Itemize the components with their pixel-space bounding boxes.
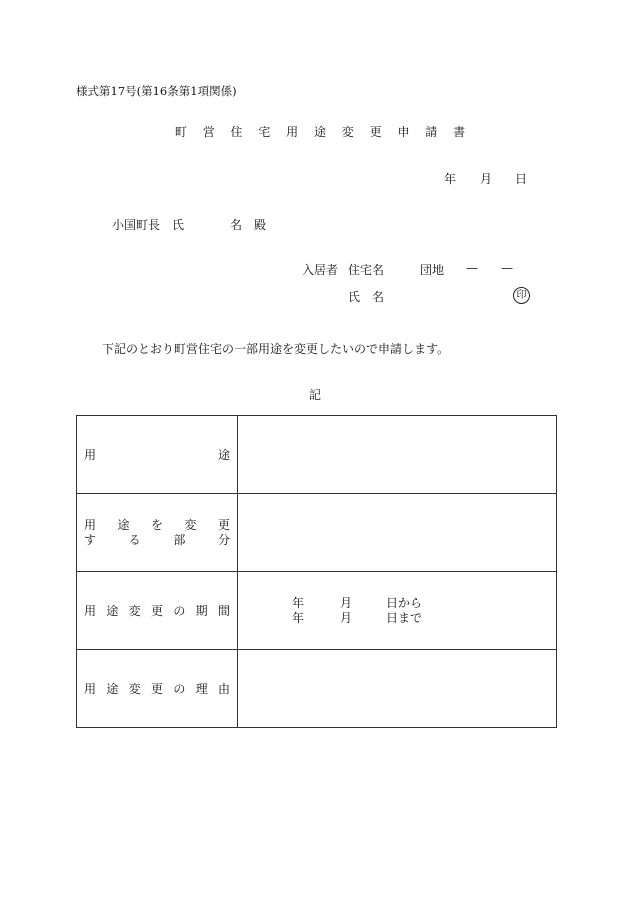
purpose-value-cell[interactable] bbox=[238, 416, 557, 494]
document-title: 町 営 住 宅 用 途 変 更 申 請 書 bbox=[174, 125, 472, 139]
request-statement: 下記のとおり町営住宅の一部用途を変更したいので申請します。 bbox=[102, 342, 450, 356]
label-char: 期 bbox=[195, 604, 208, 618]
form-id: 様式第17号(第16条第1項関係) bbox=[76, 84, 237, 98]
label-char: の bbox=[173, 682, 186, 696]
label-char: 由 bbox=[217, 682, 230, 696]
ki-heading: 記 bbox=[308, 388, 321, 402]
label-char: 理 bbox=[195, 682, 208, 696]
seal-mark: 印 bbox=[513, 287, 530, 304]
period-to-year: 年 bbox=[292, 610, 305, 625]
changed-part-value-cell[interactable] bbox=[238, 494, 557, 572]
label-char: 用 bbox=[84, 682, 97, 696]
period-from-month: 月 bbox=[340, 595, 353, 610]
period-from-day: 日から bbox=[386, 595, 423, 610]
period-value-cell[interactable] bbox=[238, 572, 557, 650]
label-char: 更 bbox=[150, 604, 163, 618]
table-row-changed-part bbox=[77, 494, 557, 572]
date-month: 月 bbox=[480, 172, 493, 186]
applicant-name-label: 氏 名 bbox=[348, 290, 385, 304]
period-to-day: 日まで bbox=[386, 610, 423, 625]
label-char: 用 bbox=[84, 517, 97, 532]
label-char: 分 bbox=[217, 532, 230, 547]
label-char: 更 bbox=[217, 517, 230, 532]
label-char: 用 bbox=[84, 448, 97, 462]
table-row-reason bbox=[77, 650, 557, 728]
applicant-danchi: 団地 bbox=[420, 263, 445, 277]
applicant-dash-2: — bbox=[501, 261, 513, 275]
label-char: す bbox=[84, 532, 97, 547]
applicant-role: 入居者 bbox=[302, 263, 339, 277]
reason-label bbox=[77, 650, 238, 728]
addressee-name-suffix: 名 bbox=[230, 218, 243, 232]
date-day: 日 bbox=[515, 172, 528, 186]
changed-part-label bbox=[77, 494, 238, 572]
period-label bbox=[77, 572, 238, 650]
label-char: 用 bbox=[84, 604, 97, 618]
period-from-year: 年 bbox=[292, 595, 305, 610]
label-char: 変 bbox=[128, 604, 141, 618]
label-char: 途 bbox=[106, 682, 119, 696]
applicant-address-label: 住宅名 bbox=[348, 263, 385, 277]
reason-value-cell[interactable] bbox=[238, 650, 557, 728]
table-row-purpose bbox=[77, 416, 557, 494]
label-char: を bbox=[150, 517, 163, 532]
period-from bbox=[292, 596, 556, 611]
label-char: 更 bbox=[150, 682, 163, 696]
addressee-honorific: 殿 bbox=[254, 218, 267, 232]
detail-table bbox=[76, 415, 557, 728]
period-to bbox=[292, 611, 556, 626]
label-char: 変 bbox=[128, 682, 141, 696]
applicant-dash-1: — bbox=[466, 261, 478, 275]
label-char: 間 bbox=[217, 604, 230, 618]
purpose-label bbox=[77, 416, 238, 494]
table-row-period bbox=[77, 572, 557, 650]
label-char: 途 bbox=[106, 604, 119, 618]
label-char: 変 bbox=[184, 517, 197, 532]
date-year: 年 bbox=[444, 172, 457, 186]
label-char: る bbox=[128, 532, 141, 547]
label-char: 途 bbox=[117, 517, 130, 532]
addressee-name: 小国町長 氏 bbox=[112, 218, 185, 232]
label-char: の bbox=[173, 604, 186, 618]
period-to-month: 月 bbox=[340, 610, 353, 625]
label-char: 途 bbox=[217, 448, 230, 462]
label-char: 部 bbox=[173, 532, 186, 547]
